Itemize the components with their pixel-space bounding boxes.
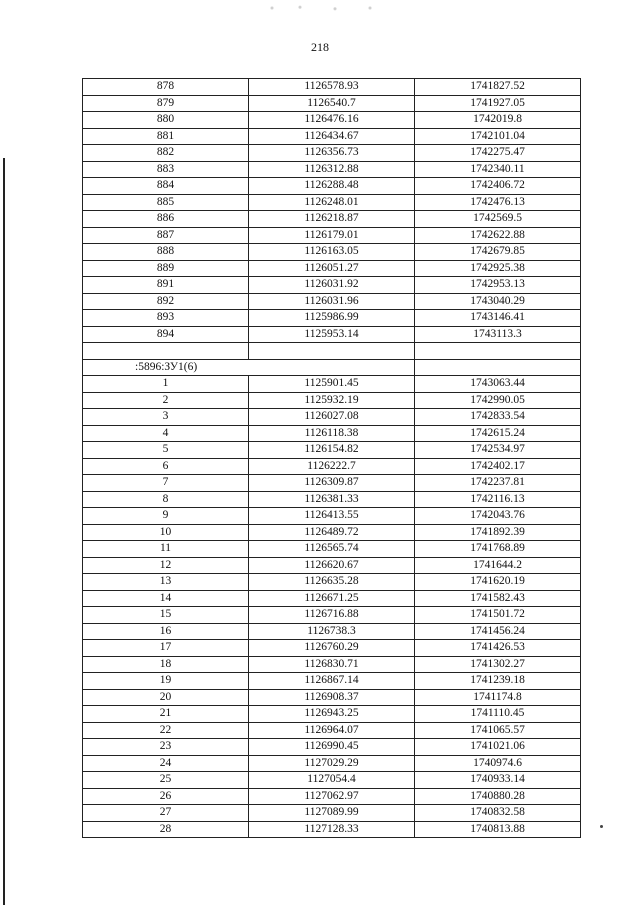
point-number-cell: 11 bbox=[83, 541, 249, 558]
table-row bbox=[83, 376, 581, 393]
x-coordinate-cell: 1126489.72 bbox=[249, 524, 415, 541]
point-number-cell: 887 bbox=[83, 227, 249, 244]
y-coordinate-cell: 1740933.14 bbox=[415, 772, 581, 789]
x-coordinate-cell: 1126620.67 bbox=[249, 557, 415, 574]
y-coordinate-cell: 1740813.88 bbox=[415, 821, 581, 838]
table-row bbox=[83, 623, 581, 640]
table-row bbox=[83, 557, 581, 574]
y-coordinate-cell: 1743113.3 bbox=[415, 326, 581, 343]
table-row bbox=[83, 310, 581, 327]
point-number-cell: 12 bbox=[83, 557, 249, 574]
x-coordinate-cell: 1125986.99 bbox=[249, 310, 415, 327]
table-row bbox=[83, 442, 581, 459]
x-coordinate-cell: 1126312.88 bbox=[249, 161, 415, 178]
table-row bbox=[83, 425, 581, 442]
table-row bbox=[83, 590, 581, 607]
table-row bbox=[83, 673, 581, 690]
point-number-cell: 5 bbox=[83, 442, 249, 459]
point-number-cell: 10 bbox=[83, 524, 249, 541]
y-coordinate-cell: 1741239.18 bbox=[415, 673, 581, 690]
y-coordinate-cell: 1741620.19 bbox=[415, 574, 581, 591]
empty-cell bbox=[415, 343, 581, 360]
point-number-cell: 894 bbox=[83, 326, 249, 343]
y-coordinate-cell: 1741302.27 bbox=[415, 656, 581, 673]
x-coordinate-cell: 1126288.48 bbox=[249, 178, 415, 195]
y-coordinate-cell: 1743040.29 bbox=[415, 293, 581, 310]
point-number-cell: 884 bbox=[83, 178, 249, 195]
section-row bbox=[83, 359, 581, 376]
y-coordinate-cell: 1741065.57 bbox=[415, 722, 581, 739]
y-coordinate-cell: 1741582.43 bbox=[415, 590, 581, 607]
x-coordinate-cell: 1126163.05 bbox=[249, 244, 415, 261]
y-coordinate-cell: 1742101.04 bbox=[415, 128, 581, 145]
table-row bbox=[83, 326, 581, 343]
table-row bbox=[83, 277, 581, 294]
point-number-cell: 13 bbox=[83, 574, 249, 591]
x-coordinate-cell: 1126738.3 bbox=[249, 623, 415, 640]
table-row bbox=[83, 194, 581, 211]
point-number-cell: 889 bbox=[83, 260, 249, 277]
point-number-cell: 18 bbox=[83, 656, 249, 673]
x-coordinate-cell: 1126476.16 bbox=[249, 112, 415, 129]
y-coordinate-cell: 1741827.52 bbox=[415, 79, 581, 96]
point-number-cell: 883 bbox=[83, 161, 249, 178]
x-coordinate-cell: 1126540.7 bbox=[249, 95, 415, 112]
table-row bbox=[83, 244, 581, 261]
point-number-cell: 3 bbox=[83, 409, 249, 426]
point-number-cell: 23 bbox=[83, 739, 249, 756]
point-number-cell: 17 bbox=[83, 640, 249, 657]
y-coordinate-cell: 1740832.58 bbox=[415, 805, 581, 822]
table-row bbox=[83, 524, 581, 541]
y-coordinate-cell: 1741456.24 bbox=[415, 623, 581, 640]
point-number-cell: 892 bbox=[83, 293, 249, 310]
table-row bbox=[83, 458, 581, 475]
point-number-cell: 891 bbox=[83, 277, 249, 294]
table-row bbox=[83, 161, 581, 178]
blank-row bbox=[83, 343, 581, 360]
y-coordinate-cell: 1742833.54 bbox=[415, 409, 581, 426]
x-coordinate-cell: 1126356.73 bbox=[249, 145, 415, 162]
y-coordinate-cell: 1742615.24 bbox=[415, 425, 581, 442]
x-coordinate-cell: 1126118.38 bbox=[249, 425, 415, 442]
table-row bbox=[83, 805, 581, 822]
table-row bbox=[83, 574, 581, 591]
point-number-cell: 8 bbox=[83, 491, 249, 508]
y-coordinate-cell: 1743063.44 bbox=[415, 376, 581, 393]
y-coordinate-cell: 1742275.47 bbox=[415, 145, 581, 162]
x-coordinate-cell: 1127054.4 bbox=[249, 772, 415, 789]
point-number-cell: 878 bbox=[83, 79, 249, 96]
point-number-cell: 22 bbox=[83, 722, 249, 739]
table-row bbox=[83, 491, 581, 508]
page-number: 218 bbox=[311, 40, 329, 54]
y-coordinate-cell: 1741501.72 bbox=[415, 607, 581, 624]
x-coordinate-cell: 1126943.25 bbox=[249, 706, 415, 723]
table-row bbox=[83, 722, 581, 739]
point-number-cell: 2 bbox=[83, 392, 249, 409]
table-row bbox=[83, 409, 581, 426]
point-number-cell: 21 bbox=[83, 706, 249, 723]
table-row bbox=[83, 607, 581, 624]
x-coordinate-cell: 1125932.19 bbox=[249, 392, 415, 409]
y-coordinate-cell: 1742534.97 bbox=[415, 442, 581, 459]
y-coordinate-cell: 1741174.8 bbox=[415, 689, 581, 706]
point-number-cell: 9 bbox=[83, 508, 249, 525]
point-number-cell: 4 bbox=[83, 425, 249, 442]
x-coordinate-cell: 1126434.67 bbox=[249, 128, 415, 145]
x-coordinate-cell: 1126830.71 bbox=[249, 656, 415, 673]
point-number-cell: 25 bbox=[83, 772, 249, 789]
point-number-cell: 882 bbox=[83, 145, 249, 162]
x-coordinate-cell: 1126051.27 bbox=[249, 260, 415, 277]
x-coordinate-cell: 1126964.07 bbox=[249, 722, 415, 739]
x-coordinate-cell: 1126381.33 bbox=[249, 491, 415, 508]
x-coordinate-cell: 1126309.87 bbox=[249, 475, 415, 492]
x-coordinate-cell: 1126908.37 bbox=[249, 689, 415, 706]
x-coordinate-cell: 1125953.14 bbox=[249, 326, 415, 343]
point-number-cell: 16 bbox=[83, 623, 249, 640]
x-coordinate-cell: 1126413.55 bbox=[249, 508, 415, 525]
table-row bbox=[83, 541, 581, 558]
point-number-cell: 14 bbox=[83, 590, 249, 607]
table-row bbox=[83, 755, 581, 772]
table-row bbox=[83, 656, 581, 673]
point-number-cell: 26 bbox=[83, 788, 249, 805]
x-coordinate-cell: 1126867.14 bbox=[249, 673, 415, 690]
table-row bbox=[83, 227, 581, 244]
y-coordinate-cell: 1743146.41 bbox=[415, 310, 581, 327]
y-coordinate-cell: 1742340.11 bbox=[415, 161, 581, 178]
x-coordinate-cell: 1126760.29 bbox=[249, 640, 415, 657]
coordinates-table-body bbox=[83, 79, 581, 838]
table-row bbox=[83, 145, 581, 162]
table-row bbox=[83, 260, 581, 277]
point-number-cell: 19 bbox=[83, 673, 249, 690]
y-coordinate-cell: 1741768.89 bbox=[415, 541, 581, 558]
y-coordinate-cell: 1742622.88 bbox=[415, 227, 581, 244]
y-coordinate-cell: 1742237.81 bbox=[415, 475, 581, 492]
y-coordinate-cell: 1742569.5 bbox=[415, 211, 581, 228]
y-coordinate-cell: 1742019.8 bbox=[415, 112, 581, 129]
y-coordinate-cell: 1742406.72 bbox=[415, 178, 581, 195]
x-coordinate-cell: 1126218.87 bbox=[249, 211, 415, 228]
x-coordinate-cell: 1126635.28 bbox=[249, 574, 415, 591]
coordinates-table bbox=[82, 78, 581, 838]
table-row bbox=[83, 128, 581, 145]
y-coordinate-cell: 1742116.13 bbox=[415, 491, 581, 508]
y-coordinate-cell: 1741110.45 bbox=[415, 706, 581, 723]
point-number-cell: 888 bbox=[83, 244, 249, 261]
y-coordinate-cell: 1742043.76 bbox=[415, 508, 581, 525]
table-row bbox=[83, 640, 581, 657]
table-row bbox=[83, 112, 581, 129]
point-number-cell: 1 bbox=[83, 376, 249, 393]
y-coordinate-cell: 1742953.13 bbox=[415, 277, 581, 294]
x-coordinate-cell: 1127029.29 bbox=[249, 755, 415, 772]
point-number-cell: 885 bbox=[83, 194, 249, 211]
table-row bbox=[83, 739, 581, 756]
point-number-cell: 893 bbox=[83, 310, 249, 327]
x-coordinate-cell: 1125901.45 bbox=[249, 376, 415, 393]
y-coordinate-cell: 1741892.39 bbox=[415, 524, 581, 541]
point-number-cell: 27 bbox=[83, 805, 249, 822]
point-number-cell: 886 bbox=[83, 211, 249, 228]
point-number-cell: 7 bbox=[83, 475, 249, 492]
x-coordinate-cell: 1127089.99 bbox=[249, 805, 415, 822]
empty-cell bbox=[83, 343, 249, 360]
table-row bbox=[83, 211, 581, 228]
table-row bbox=[83, 178, 581, 195]
y-coordinate-cell: 1742476.13 bbox=[415, 194, 581, 211]
x-coordinate-cell: 1126031.96 bbox=[249, 293, 415, 310]
table-row bbox=[83, 79, 581, 96]
point-number-cell: 15 bbox=[83, 607, 249, 624]
table-row bbox=[83, 772, 581, 789]
x-coordinate-cell: 1126179.01 bbox=[249, 227, 415, 244]
x-coordinate-cell: 1126578.93 bbox=[249, 79, 415, 96]
table-row bbox=[83, 95, 581, 112]
y-coordinate-cell: 1742402.17 bbox=[415, 458, 581, 475]
x-coordinate-cell: 1126222.7 bbox=[249, 458, 415, 475]
empty-cell bbox=[415, 359, 581, 376]
x-coordinate-cell: 1126565.74 bbox=[249, 541, 415, 558]
table-row bbox=[83, 508, 581, 525]
empty-cell bbox=[249, 343, 415, 360]
scan-artifact bbox=[258, 4, 398, 12]
y-coordinate-cell: 1741426.53 bbox=[415, 640, 581, 657]
x-coordinate-cell: 1126716.88 bbox=[249, 607, 415, 624]
table-row bbox=[83, 788, 581, 805]
point-number-cell: 881 bbox=[83, 128, 249, 145]
point-number-cell: 6 bbox=[83, 458, 249, 475]
point-number-cell: 28 bbox=[83, 821, 249, 838]
y-coordinate-cell: 1741021.06 bbox=[415, 739, 581, 756]
x-coordinate-cell: 1127128.33 bbox=[249, 821, 415, 838]
table-row bbox=[83, 392, 581, 409]
x-coordinate-cell: 1126990.45 bbox=[249, 739, 415, 756]
table-row bbox=[83, 293, 581, 310]
y-coordinate-cell: 1741644.2 bbox=[415, 557, 581, 574]
point-number-cell: 879 bbox=[83, 95, 249, 112]
y-coordinate-cell: 1742990.05 bbox=[415, 392, 581, 409]
y-coordinate-cell: 1742925.38 bbox=[415, 260, 581, 277]
x-coordinate-cell: 1126027.08 bbox=[249, 409, 415, 426]
point-number-cell: 20 bbox=[83, 689, 249, 706]
table-row bbox=[83, 475, 581, 492]
x-coordinate-cell: 1126031.92 bbox=[249, 277, 415, 294]
point-number-cell: 880 bbox=[83, 112, 249, 129]
y-coordinate-cell: 1741927.05 bbox=[415, 95, 581, 112]
point-number-cell: 24 bbox=[83, 755, 249, 772]
table-row bbox=[83, 689, 581, 706]
scan-speck bbox=[600, 825, 603, 828]
table-row bbox=[83, 821, 581, 838]
x-coordinate-cell: 1126154.82 bbox=[249, 442, 415, 459]
y-coordinate-cell: 1740974.6 bbox=[415, 755, 581, 772]
x-coordinate-cell: 1126671.25 bbox=[249, 590, 415, 607]
section-label: :5896:ЗУ1(6) bbox=[83, 359, 415, 376]
table-row bbox=[83, 706, 581, 723]
x-coordinate-cell: 1127062.97 bbox=[249, 788, 415, 805]
x-coordinate-cell: 1126248.01 bbox=[249, 194, 415, 211]
margin-scan-line bbox=[3, 158, 5, 905]
y-coordinate-cell: 1740880.28 bbox=[415, 788, 581, 805]
y-coordinate-cell: 1742679.85 bbox=[415, 244, 581, 261]
